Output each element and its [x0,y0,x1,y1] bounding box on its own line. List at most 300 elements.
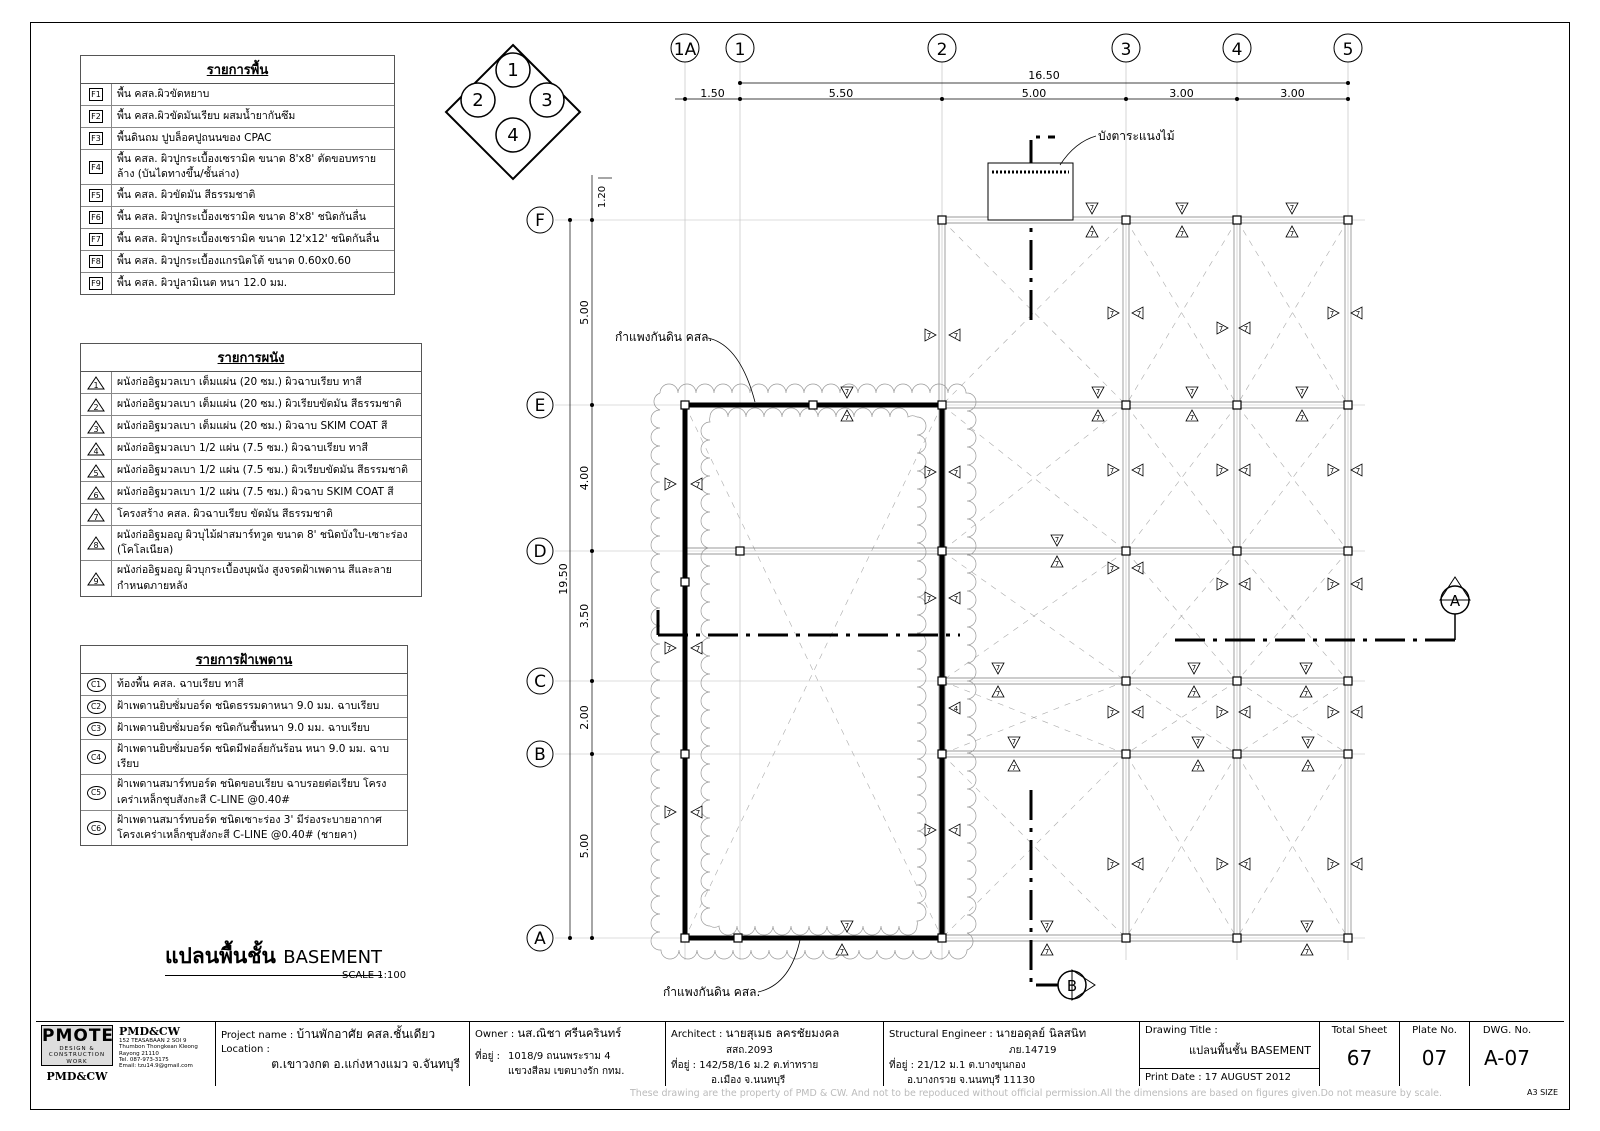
architect-reg: สสถ.2093 [726,1045,773,1056]
symbol-key-4: 4 [507,125,519,146]
wall-tag [992,663,1004,674]
location: ต.เขาวงกต อ.แก่งหางแมว จ.จันทบุรี [271,1057,460,1071]
wall-tag [1300,663,1312,674]
column [809,401,817,409]
column [1122,677,1130,685]
dimension-tick [738,97,742,101]
svg-text:3: 3 [93,424,99,434]
wall-tag-label: 7 [1054,560,1060,568]
wall-tag [1302,737,1314,748]
legend-code-tag: F8 [91,257,101,267]
revision-cloud [701,408,926,935]
owner-label: Owner : [475,1029,515,1040]
grid-label-5: 5 [1342,40,1354,60]
wall-tag [1351,578,1362,590]
owner: นส.ณิชา ศรีนครินทร์ [517,1026,622,1040]
svg-text:6: 6 [93,490,99,500]
grid-label-C: C [534,672,546,692]
dwg-cell [1470,1022,1544,1086]
column [1344,934,1352,942]
dimension-value: 1.50 [700,87,725,100]
wall-tag-label: 7 [844,922,850,930]
wall-tag [1239,464,1250,476]
architect-label: Architect : [671,1029,723,1040]
wall-tag-label: 7 [695,645,701,653]
legend-code-tag: C4 [87,750,106,764]
wall-tag-label: 7 [1109,467,1115,475]
dimension-tick [590,752,594,756]
wall-tag-label: 7 [953,469,959,477]
column [1122,216,1130,224]
dimension-tick [738,81,742,85]
legend-desc: พื้น คสล. ผิวปูกระเบื้องเซรามิค ขนาด 8'x8' ตัดขอบทรายล้าง (บันไดทางขึ้น/ชั้นล่าง) [117,153,377,181]
column [736,547,744,555]
wall-tag-label: 7 [1191,664,1197,672]
legend-desc: พื้น คสล. ผิวปูลามิเนต หนา 12.0 มม. [117,277,288,290]
wall-tag [1286,226,1298,238]
wall-tag-label: 7 [1243,861,1249,869]
wall-tag [992,686,1004,698]
wall-label-top: กำแพงกันดิน คสล. [615,330,713,344]
dimension-tick [1124,97,1128,101]
wall-tag-label: 7 [1243,709,1249,717]
wall-tag-label: 7 [1289,204,1295,212]
wall-tag [691,806,702,818]
grid-label-1: 1 [734,40,746,60]
wall-tag [1217,706,1228,718]
wall-tag-label: 7 [1305,738,1311,746]
legend-desc: โครงสร้าง คสล. ผิวฉาบเรียบ ขัดมัน สีธรรมชาติ [117,507,333,520]
wall-tag [1132,464,1143,476]
legend-desc: พื้น คสล.ผิวขัดมันเรียบ ผสมน้ำยากันซึม [117,109,296,122]
grid-label-D: D [533,542,547,562]
dimension-tick [1235,97,1239,101]
wall-tag [1186,387,1198,398]
svg-text:5: 5 [93,468,99,478]
wall-tag-label: 7 [1011,764,1017,772]
floor-legend-title: รายการพื้น [81,56,394,84]
dimension-value: 3.00 [1280,87,1305,100]
legend-desc: ฝ้าเพดานยิบซั่มบอร์ด ชนิดมีฟอล์ยกันร้อน หนา 9.0 มม. ฉาบเรียบ [117,743,390,771]
column [1233,750,1241,758]
wall-tag-label: 7 [839,948,845,956]
dimension-offset: 1.20 [597,185,608,209]
wall-tag [1192,760,1204,772]
wall-tag-label: 7 [1189,388,1195,396]
bay-diagonal [942,551,1126,681]
wall-type-tags [665,203,1362,956]
wall-tag-label: 7 [1243,467,1249,475]
engineer-address-label: ที่อยู่ : [889,1060,915,1071]
wall-tag [1302,760,1314,772]
legend-code-tag: F7 [91,235,101,245]
grid-label-1A: 1A [673,40,697,60]
architect: นายสุเมธ ลครชัยมงคล [725,1026,840,1040]
wall-tag-label: 7 [1136,467,1142,475]
wall-tag [1239,322,1250,334]
dimension-tick [568,218,572,222]
dimension-total: 19.50 [557,563,570,595]
total-sheet: 67 [1346,1046,1373,1070]
wall-tag-label: 7 [695,809,701,817]
column [938,750,946,758]
wall-tag [1108,562,1119,574]
print-date: Print Date : 17 AUGUST 2012 [1140,1068,1319,1086]
legend-code-tag: C1 [87,678,106,692]
grid-label-A: A [534,929,546,949]
wall-tag [925,592,936,604]
columns [681,216,1352,942]
project-name: บ้านพักอาศัย คสล.ชั้นเดียว [296,1027,436,1041]
wall-tag-label: 7 [1355,709,1361,717]
svg-text:9: 9 [93,576,99,586]
wall-tag [1301,921,1313,932]
wall-tag-label: 7 [666,645,672,653]
wall-tag [1041,944,1053,956]
wall-tag-label: 7 [666,481,672,489]
column [1344,750,1352,758]
symbol-key-3: 3 [541,90,553,111]
wall-tag-label: 7 [1011,738,1017,746]
wall-tag [1186,410,1198,422]
wall-tag [1176,226,1188,238]
footnote: These drawing are the property of PMD & CW. And not to be repoduced without official permission.All the dimensions are based on figures given.Do not measure by scale. [630,1088,1442,1099]
column [1233,401,1241,409]
wall-tag [1132,562,1143,574]
wall-tag [1132,307,1143,319]
project-cell [216,1022,470,1086]
legend-code-tag: F4 [91,162,101,172]
column [1122,547,1130,555]
plate: 07 [1421,1046,1448,1070]
wall-tag-label: 7 [695,481,701,489]
wall-tag-label: 7 [1218,581,1224,589]
wall-tag-label: 7 [926,827,932,835]
wall-tag-label: 7 [1243,581,1249,589]
dimension-tick [590,936,594,940]
wall-tag [949,592,960,604]
wall-tag-label: 7 [1218,861,1224,869]
architect-address-label: ที่อยู่ : [671,1060,697,1071]
wall-tag [1217,578,1228,590]
wall-tag [1351,858,1362,870]
plan-scale: SCALE 1:100 [342,970,407,981]
wall-tag-label: 7 [926,469,932,477]
dimension-value: 5.00 [578,300,591,325]
column [1233,677,1241,685]
sheet-size: A3 SIZE [1527,1088,1559,1097]
column [681,934,689,942]
wall-tag-label: 7 [1355,861,1361,869]
wall-tag-label: 7 [1355,581,1361,589]
legend-desc: พื้น คสล.ผิวขัดหยาบ [117,87,210,100]
bay-diagonal [942,405,1126,551]
wall-tag [1217,858,1228,870]
wall-tag [1108,307,1119,319]
wall-tag [1286,203,1298,214]
legend-desc: ผนังก่ออิฐมวลเบา เต็มแผ่น (20 ซม.) ผิวเรียบขัดมัน สีธรรมชาติ [117,397,402,410]
wall-tag [1188,686,1200,698]
wall-tag-label: 7 [1089,230,1095,238]
wall-tag-label: 7 [1329,581,1335,589]
column [1233,547,1241,555]
column [1233,934,1241,942]
legend-code-tag: C3 [87,722,106,736]
wall-tag [1008,760,1020,772]
wall-tag [1301,944,1313,956]
column [681,401,689,409]
wall-tag-label: 7 [1179,230,1185,238]
wall-tag-label: 7 [1136,565,1142,573]
plan-title-thai: แปลนพื้นชั้น [165,944,276,968]
wall-tag-label: 7 [1218,467,1224,475]
dimensions [557,69,1350,940]
wall-tag-label: 7 [1095,414,1101,422]
dimension-value: 3.00 [1169,87,1194,100]
wall-tag-label: 7 [1329,310,1335,318]
firm-addr3: Rayong 21110 [119,1050,159,1057]
ceiling-legend-title: รายการฝ้าเพดาน [81,646,407,674]
wall-tag-label: 7 [1289,230,1295,238]
wall-tag [691,478,702,490]
owner-addr2: แขวงสีลม เขตบางรัก กทม. [508,1066,625,1077]
wall-tag [1051,556,1063,568]
engineer-addr1: 21/12 ม.1 ต.บางขุนกอง [917,1060,1026,1071]
wall-tag [1328,578,1339,590]
section-label-b: B [1066,977,1078,995]
wall-tag-label: 7 [953,595,959,603]
dwg-label: DWG. No. [1482,1025,1532,1036]
dimension-value: 5.50 [828,87,854,100]
wall-tag [949,466,960,478]
wall-tag-label: 7 [1303,690,1309,698]
wall-tag-label: 7 [1054,536,1060,544]
column [938,216,946,224]
wall-tag-label: 7 [1179,204,1185,212]
wall-tag-label: 7 [926,332,932,340]
firm-name: PMD&CW [119,1025,181,1038]
legend-code-tag: F1 [91,90,101,99]
wall-tag-label: 7 [1195,738,1201,746]
legend-code-tag: C5 [87,786,106,800]
wall-tag-label: 7 [1089,204,1095,212]
column [1344,547,1352,555]
wall-tag-label: 7 [1299,414,1305,422]
firm-cell [36,1022,216,1086]
legend-code-tag: F9 [91,279,101,289]
legend-desc: ฝ้าเพดานยิบซั่มบอร์ด ชนิดธรรมดาหนา 9.0 มม. ฉาบเรียบ [117,699,380,712]
wall-tag-label: 7 [1044,948,1050,956]
section-label-a: A [1449,592,1461,610]
drawing-title-label: Drawing Title : [1145,1025,1218,1036]
column [681,578,689,586]
wall-tag [1108,706,1119,718]
wall-tag-label: 7 [1329,467,1335,475]
wall-tag [1217,464,1228,476]
wall-tag-label: 7 [1355,467,1361,475]
architect-addr2: อ.เมือง จ.นนทบุรี [711,1075,786,1086]
wall-tag [665,478,676,490]
column [681,750,689,758]
wall-tag [1051,535,1063,546]
legend-code-tag: C2 [87,700,106,714]
wall-tag [1176,203,1188,214]
wall-tag-label: 7 [1355,310,1361,318]
dimension-tick [590,218,594,222]
column [1344,677,1352,685]
svg-text:1: 1 [93,380,99,390]
dimension-tick [590,679,594,683]
plate-label: Plate No. [1412,1025,1457,1036]
legend-desc: พื้น คสล. ผิวปูกระเบื้องเซรามิค ขนาด 12'x12' ชนิดกันลื่น [117,233,380,246]
owner-addr1: 1018/9 ถนนพระราม 4 [508,1051,611,1062]
symbol-key-2: 2 [472,90,484,111]
wall-tag-label: 7 [1304,948,1310,956]
grid-label-2: 2 [936,40,948,60]
wall-tag-label: 7 [666,809,672,817]
owner-cell [470,1022,666,1086]
wall-legend-title: รายการผนัง [81,344,421,372]
firm-email: Email: tzu14.9@gmail.com [119,1063,193,1070]
wall-tag [925,329,936,341]
wall-tag [1132,858,1143,870]
legend-desc: ฝ้าเพดานสมาร์ทบอร์ด ชนิดขอบเรียบ ฉาบรอยต่อเรียบ โครงเคร่าเหล็กชุบสังกะสี C-LINE @0.40# [117,778,387,806]
grid-label-B: B [534,745,546,765]
wall-tag [841,410,853,422]
wall-tag [836,944,848,956]
svg-text:8: 8 [93,541,99,551]
svg-text:2: 2 [93,402,99,412]
wall-tag [1108,464,1119,476]
wall-tag [1188,663,1200,674]
legend-desc: พื้น คสล. ผิวปูกระเบื้องแกรนิตโต้ ขนาด 0.60x0.60 [117,255,351,268]
bay-diagonal [942,405,1126,551]
wall-tag [1296,387,1308,398]
column [734,934,742,942]
legend-desc: ผนังก่ออิฐมวลเบา 1/2 แผ่น (7.5 ซม.) ผิวฉาบเรียบ ทาสี [117,441,368,454]
wall-tag [1239,578,1250,590]
wall-tag [1328,858,1339,870]
dimension-tick [590,549,594,553]
wall-tag [1351,464,1362,476]
wall-tag [665,642,676,654]
wall-tag-label: 7 [844,414,850,422]
engineer-cell [884,1022,1140,1086]
column [938,401,946,409]
wall-tag [1092,387,1104,398]
plate-cell [1400,1022,1470,1086]
firm-addr2: Thumbon Thongkean Kleong [119,1044,198,1051]
wall-tag-label: 7 [1195,764,1201,772]
title-block [36,1021,1564,1086]
dimension-value: 5.00 [578,833,591,859]
wall-tag [841,921,853,932]
engineer-reg: ภย.14719 [1009,1045,1057,1056]
grid-label-E: E [534,396,546,416]
legend-desc: พื้นดินถม ปูบล็อคปูถนนของ CPAC [117,131,272,144]
wall-tag-label: 7 [1109,861,1115,869]
legend-desc: พื้น คสล. ผิวขัดมัน สีธรรมชาติ [117,189,256,202]
wall-tag-label: 7 [1189,414,1195,422]
wall-tag [841,387,853,398]
wall-tag-label: 7 [1218,709,1224,717]
wall-tag [949,329,960,341]
legend-code-tag: F2 [91,112,101,121]
drawing-title: แปลนพื้นชั้น BASEMENT [1189,1044,1311,1057]
firm-tel: Tel. 087-973-3175 [119,1056,169,1063]
wall-tag-label: 7 [1044,922,1050,930]
legend-desc: ท้องพื้น คสล. ฉาบเรียบ ทาสี [117,677,244,690]
dimension-total: 16.50 [1028,69,1060,82]
wall-tag [1041,921,1053,932]
wall-tag-label: 7 [953,827,959,835]
dwg: A-07 [1484,1046,1530,1070]
legend-desc: ผนังก่ออิฐมวลเบา 1/2 แผ่น (7.5 ซม.) ผิวฉาบ SKIM COAT สี [117,485,394,498]
wall-tag [1192,737,1204,748]
wall-tag [1132,706,1143,718]
firm-addr1: 152 TEASABAAN 2 SOI 9 [119,1038,187,1044]
svg-text:7: 7 [93,512,99,522]
legend-desc: พื้น คสล. ผิวปูกระเบื้องเซรามิค ขนาด 8'x8' ชนิดกันลื่น [117,211,366,224]
wall-tag-label: 7 [1109,310,1115,318]
wall-tag-label: 7 [1243,325,1249,333]
wall-tag [1086,226,1098,238]
wall-tag [1351,706,1362,718]
wall-tag-label: 7 [926,595,932,603]
wall-tag-label: 7 [995,664,1001,672]
wall-tag [1296,410,1308,422]
legend-desc: ผนังก่ออิฐมอญ ผิวบุไม้ฝาสมาร์ทวูด ขนาด 8' ชนิดบังใบ-เซาะร่อง (โคโลเนียล) [117,529,408,557]
legend-desc: ฝ้าเพดานยิบซั่มบอร์ด ชนิดกันชื้นหนา 9.0 มม. ฉาบเรียบ [117,721,370,734]
wall-tag-label: 7 [844,388,850,396]
wall-tag [1328,706,1339,718]
column [1122,934,1130,942]
wall-tag [1108,858,1119,870]
column [938,547,946,555]
wall-tag-label: 7 [953,332,959,340]
wall-tag [1239,858,1250,870]
wall-tag [925,466,936,478]
dimension-tick [590,403,594,407]
dimension-value: 2.00 [578,705,591,730]
engineer-label: Structural Engineer : [889,1029,993,1040]
wall-label-bottom: กำแพงกันดิน คสล. [663,985,761,999]
total-sheet-cell [1320,1022,1400,1086]
wall-tag [1008,737,1020,748]
dimension-tick [683,97,687,101]
architect-cell [666,1022,884,1086]
grid-label-3: 3 [1120,40,1132,60]
location-label: Location : [221,1044,270,1055]
wall-tag [1239,706,1250,718]
legend-desc: ผนังก่ออิฐมวลเบา 1/2 แผ่น (7.5 ซม.) ผิวเรียบขัดมัน สีธรรมชาติ [117,463,408,476]
engineer: นายอดุลย์ นิลสนิท [995,1026,1087,1040]
dimension-value: 3.50 [578,603,591,629]
grid-label-4: 4 [1231,40,1243,60]
wall-tag [1328,307,1339,319]
wall-tag-label: 7 [995,690,1001,698]
wall-tag-label: 4 [953,705,959,713]
dimension-tick [1346,97,1350,101]
wall-tag-label: 7 [1136,310,1142,318]
logo-text: PMOTE [42,1026,115,1046]
wall-tag [1300,686,1312,698]
dimension-tick [568,936,572,940]
legend-desc: ผนังก่ออิฐมวลเบา เต็มแผ่น (20 ซม.) ผิวฉาบ SKIM COAT สี [117,419,388,432]
total-sheet-label: Total Sheet [1331,1025,1388,1036]
wall-tag-label: 7 [1329,709,1335,717]
architect-addr1: 142/58/16 ม.2 ต.ท่าทราย [699,1060,819,1071]
